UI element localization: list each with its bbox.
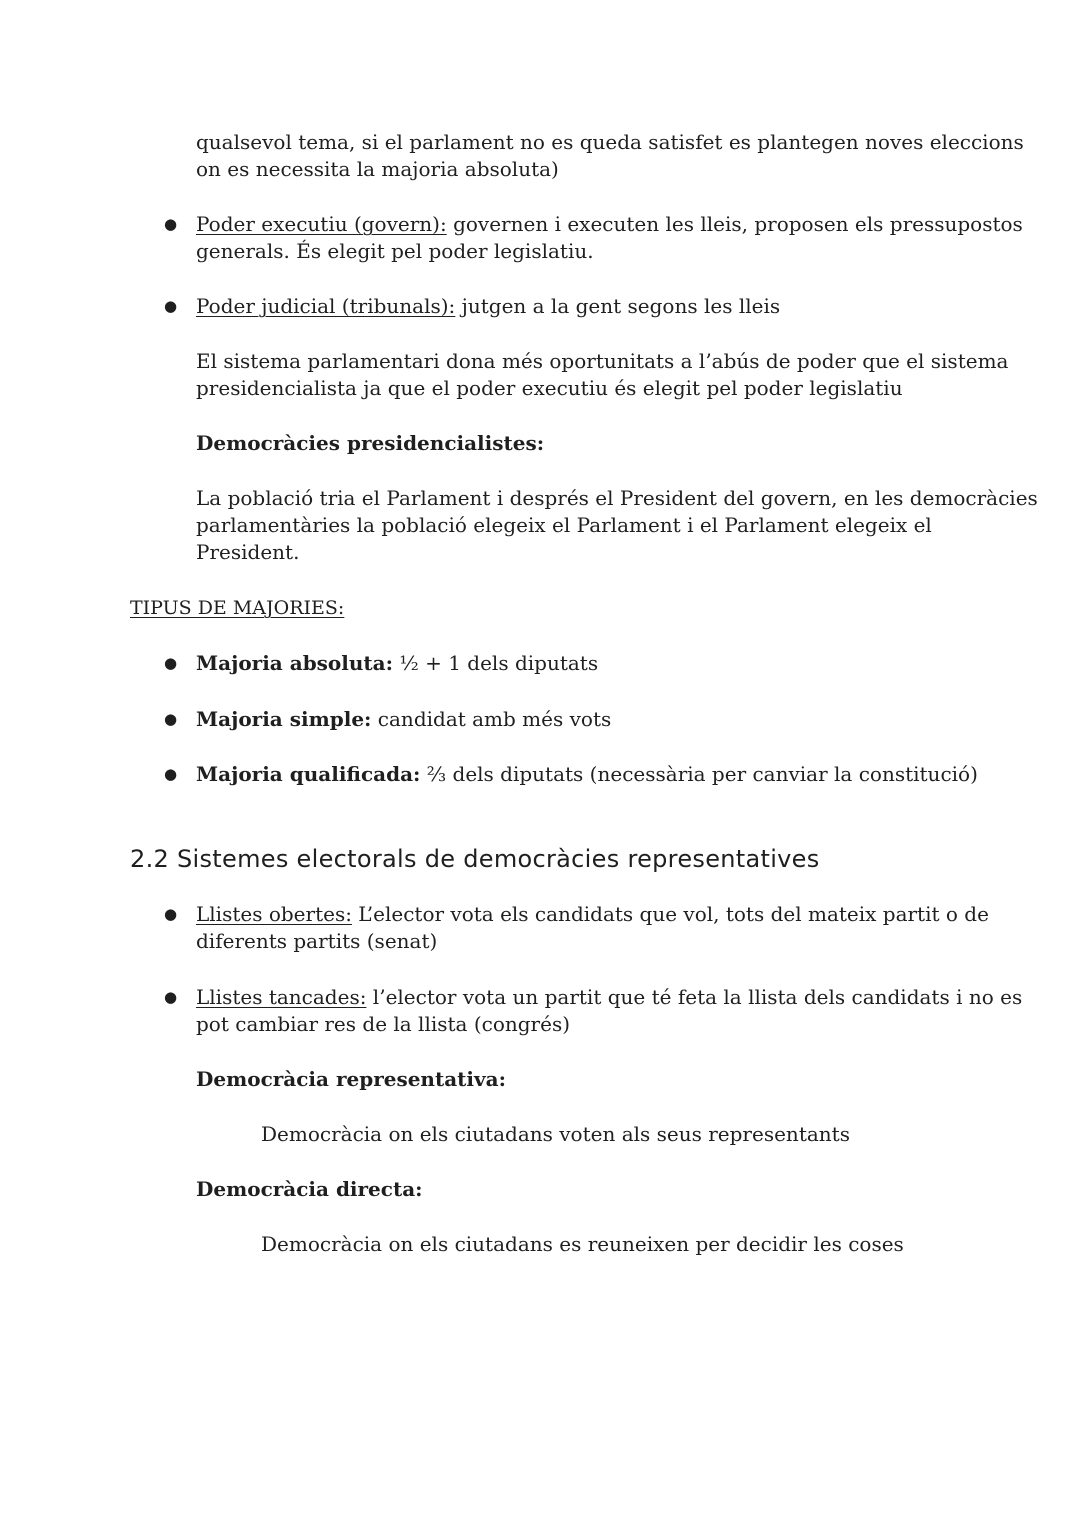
- majoria-qualificada-text: ⅔ dels diputats (necessària per canviar la constitució): [420, 762, 978, 786]
- llistes-obertes-text-line-2: diferents partits (senat): [196, 929, 438, 953]
- section-title: 2.2 Sistemes electorals de democràcies representatives: [130, 845, 820, 873]
- bullet-icon: ●: [164, 710, 178, 728]
- bullet-icon: ●: [164, 215, 178, 233]
- llistes-tancades-label: Llistes tancades:: [196, 985, 367, 1009]
- bullet-icon: ●: [164, 905, 178, 923]
- majoria-absoluta-text: ½ + 1 dels diputats: [393, 651, 599, 675]
- executiu-label: Poder executiu (govern):: [196, 212, 447, 236]
- list-item-majoria-qualificada: [196, 761, 978, 788]
- bullet-icon: ●: [164, 654, 178, 672]
- presidential-line-1: La població tria el Parlament i després el President del govern, en les democràcies: [196, 486, 1038, 510]
- bullet-icon: ●: [164, 988, 178, 1006]
- intro-line-2: on es necessita la majoria absoluta): [196, 157, 559, 181]
- list-item-majoria-absoluta: [196, 650, 598, 677]
- list-item-llistes-tancades: [196, 984, 1022, 1011]
- majoria-simple-label: Majoria simple:: [196, 707, 372, 731]
- judicial-label: Poder judicial (tribunals):: [196, 294, 456, 318]
- llistes-tancades-text-line-2: pot cambiar res de la llista (congrés): [196, 1012, 571, 1036]
- executiu-text: governen i executen les lleis, proposen els pressupostos: [446, 212, 1023, 236]
- parliamentary-note-line-1: El sistema parlamentari dona més oportunitats a l’abús de poder que el sistema: [196, 349, 1009, 373]
- representative-definition: Democràcia on els ciutadans voten als seus representants: [261, 1122, 850, 1146]
- list-item-executiu: [196, 211, 1023, 238]
- presidential-line-3: President.: [196, 540, 300, 564]
- intro-line-1: qualsevol tema, si el parlament no es queda satisfet es plantegen noves eleccions: [196, 130, 1024, 154]
- direct-heading: Democràcia directa:: [196, 1177, 423, 1201]
- llistes-obertes-text: L’elector vota els candidats que vol, tots del mateix partit o de: [351, 902, 989, 926]
- bullet-icon: ●: [164, 297, 178, 315]
- judicial-text: jutgen a la gent segons les lleis: [455, 294, 781, 318]
- direct-definition: Democràcia on els ciutadans es reuneixen per decidir les coses: [261, 1232, 904, 1256]
- llistes-tancades-text: l’elector vota un partit que té feta la llista dels candidats i no es: [366, 985, 1023, 1009]
- executiu-text-line-2: generals. És elegit pel poder legislatiu.: [196, 239, 594, 263]
- representative-heading: Democràcia representativa:: [196, 1067, 506, 1091]
- list-item-judicial: [196, 293, 780, 320]
- presidential-heading: Democràcies presidencialistes:: [196, 431, 545, 455]
- parliamentary-note-line-2: presidencialista ja que el poder executiu és elegit pel poder legislatiu: [196, 376, 903, 400]
- bullet-icon: ●: [164, 765, 178, 783]
- majoria-absoluta-label: Majoria absoluta:: [196, 651, 393, 675]
- majoria-qualificada-label: Majoria qualificada:: [196, 762, 421, 786]
- list-item-majoria-simple: [196, 706, 611, 733]
- llistes-obertes-label: Llistes obertes:: [196, 902, 352, 926]
- list-item-llistes-obertes: [196, 901, 989, 928]
- presidential-line-2: parlamentàries la població elegeix el Parlament i el Parlament elegeix el: [196, 513, 932, 537]
- majorities-heading: TIPUS DE MAJORIES:: [130, 597, 345, 619]
- majoria-simple-text: candidat amb més vots: [371, 707, 612, 731]
